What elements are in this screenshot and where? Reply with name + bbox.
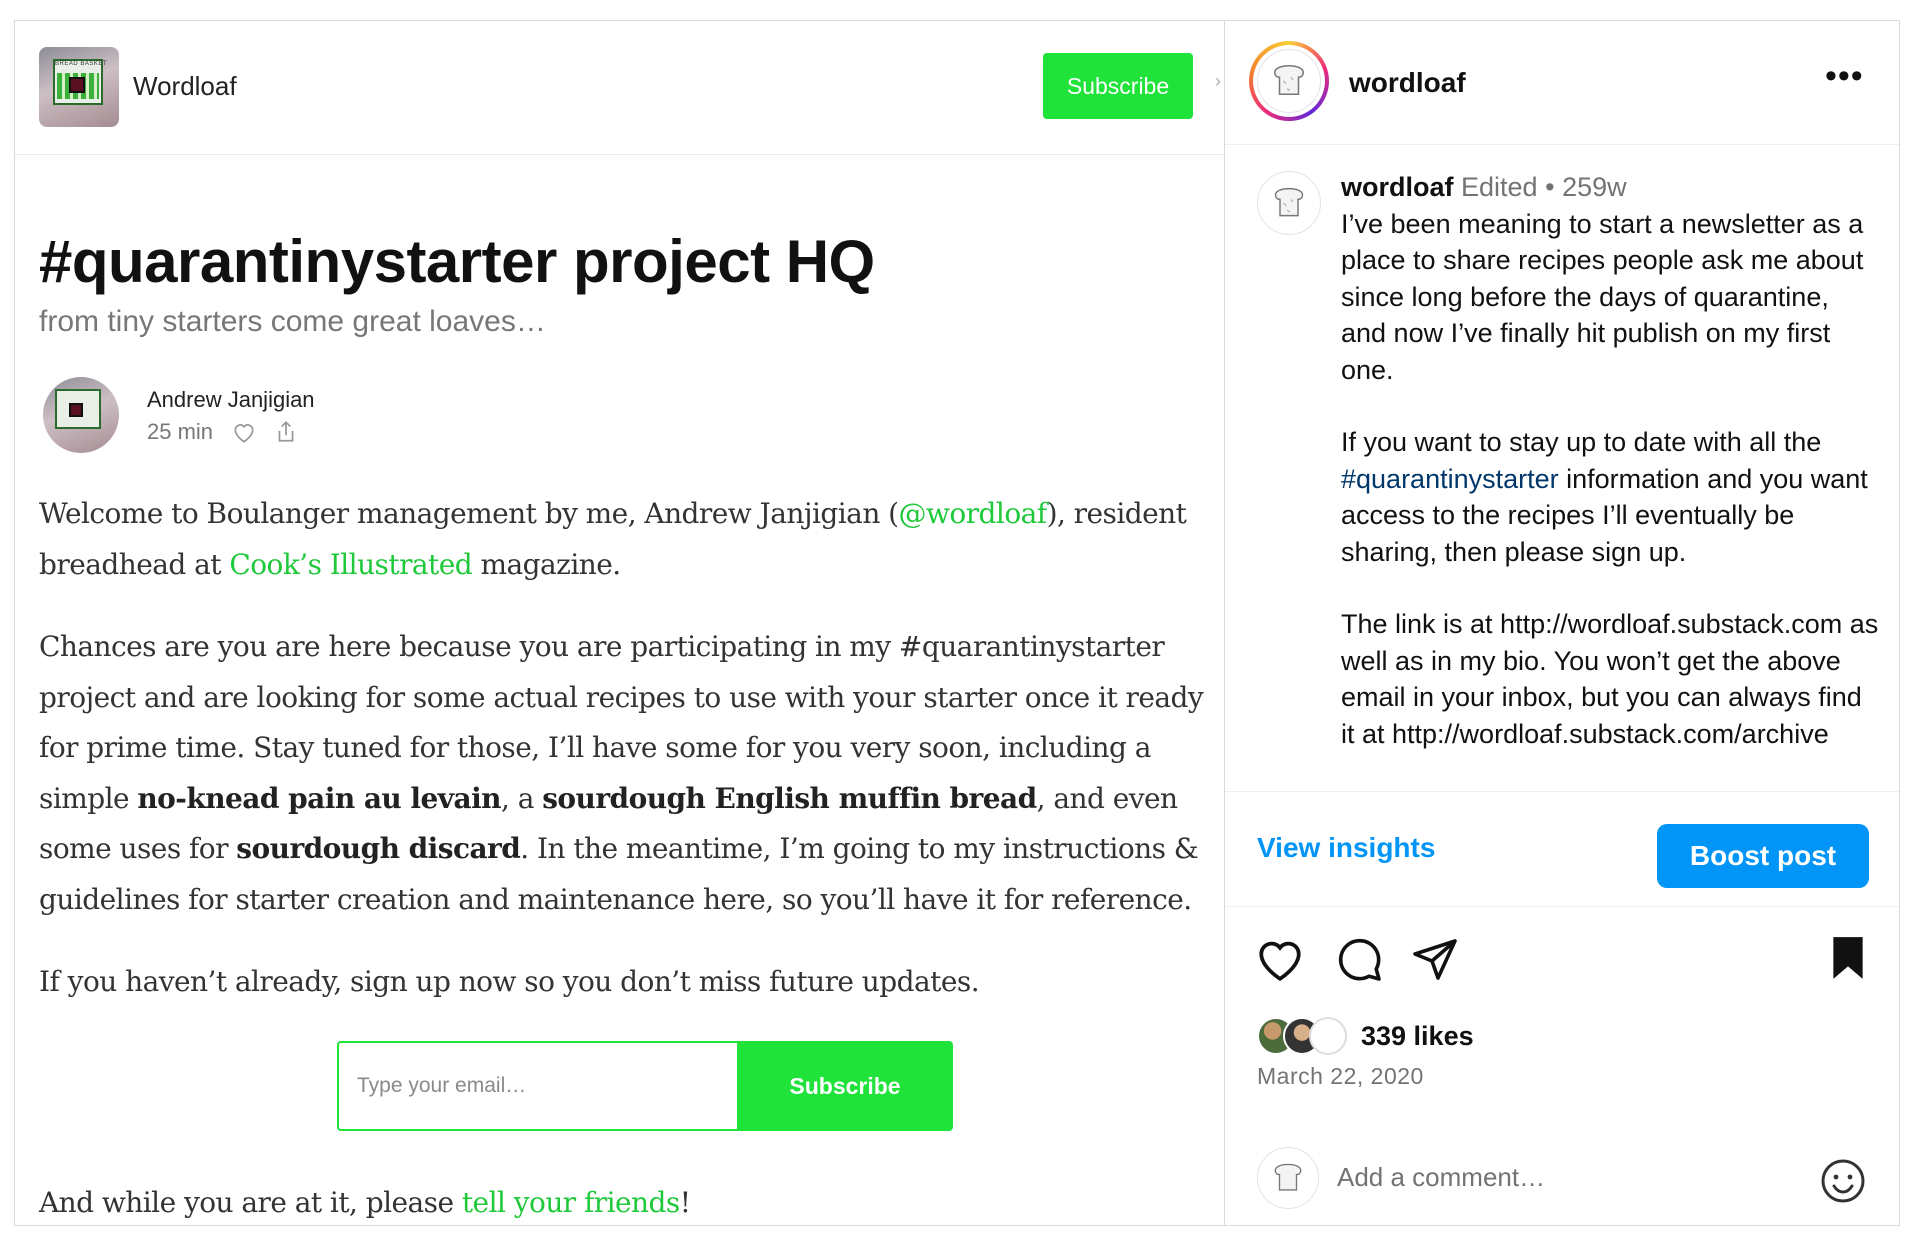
post-title: #quarantinystarter project HQ xyxy=(39,228,875,295)
post-caption xyxy=(1341,169,1881,752)
caption-paragraph: If you want to stay up to date with all the #quarantinystarter information and you want access to the recipes I’ll eventually be sharing, then please sign up. xyxy=(1341,427,1868,567)
email-input[interactable] xyxy=(337,1041,737,1131)
publication-logo[interactable] xyxy=(39,47,119,127)
share-icon[interactable] xyxy=(1411,935,1459,983)
like-heart-icon[interactable] xyxy=(231,420,257,444)
profile-avatar[interactable] xyxy=(1249,41,1329,121)
publication-name[interactable]: Wordloaf xyxy=(133,71,237,101)
post-age[interactable]: 259w xyxy=(1562,172,1627,202)
substack-header xyxy=(15,21,1224,155)
share-icon[interactable] xyxy=(275,420,297,444)
caption-paragraph: The link is at http://wordloaf.substack.com as well as in my bio. You won’t get the above email in your inbox, but you can always find it at http://wordloaf.substack.com/archive xyxy=(1341,609,1879,749)
header-subscribe-button[interactable]: Subscribe xyxy=(1043,53,1193,119)
comment-icon[interactable] xyxy=(1335,935,1383,983)
post-date: March 22, 2020 xyxy=(1257,1063,1424,1089)
logo-caption: BREAD BASKET xyxy=(55,61,108,67)
profile-username[interactable]: wordloaf xyxy=(1349,67,1466,98)
comment-bar xyxy=(1225,1121,1899,1225)
toast-icon xyxy=(1271,185,1307,221)
emoji-icon[interactable] xyxy=(1819,1157,1867,1205)
instagram-post-panel xyxy=(1224,20,1900,1226)
insights-bar xyxy=(1225,791,1899,907)
caption-username[interactable]: wordloaf xyxy=(1341,172,1454,202)
wordloaf-mention-link[interactable]: @wordloaf xyxy=(898,497,1047,530)
cooks-illustrated-link[interactable]: Cook’s Illustrated xyxy=(229,547,473,581)
separator: • xyxy=(1545,172,1555,202)
body-paragraph: Chances are you are here because you are participating in my #quarantinystarter project and are looking for some actual recipes to use with your starter once it ready for prime time. Stay tuned for those, I’ll have some for you very soon, including a simple no-knead pain au levain, a sourdough English muffin bread, and even some uses for sourdough discard. In the meantime, I’m going to my instructions & guidelines for starter creation and maintenance here, so you’ll have it for reference. xyxy=(39,630,1204,916)
tell-your-friends-link[interactable]: tell your friends xyxy=(461,1186,680,1219)
liker-avatar xyxy=(1309,1017,1347,1055)
toast-icon xyxy=(1270,62,1308,100)
subscribe-form xyxy=(337,1041,953,1131)
body-paragraph: If you haven’t already, sign up now so you don’t miss future updates. xyxy=(39,965,980,998)
post-subtitle: from tiny starters come great loaves… xyxy=(39,305,546,338)
edited-label: Edited xyxy=(1461,172,1538,202)
heart-icon[interactable] xyxy=(1255,935,1305,983)
author-name[interactable]: Andrew Janjigian xyxy=(147,387,315,412)
form-subscribe-button[interactable]: Subscribe xyxy=(737,1041,953,1131)
comment-input[interactable] xyxy=(1337,1155,1777,1199)
boost-post-button[interactable]: Boost post xyxy=(1657,824,1869,888)
instagram-header xyxy=(1225,21,1899,145)
post-meta xyxy=(147,419,297,445)
more-icon[interactable]: ••• xyxy=(1825,57,1864,95)
hashtag-link[interactable]: #quarantinystarter xyxy=(1341,463,1559,494)
read-time: 25 min xyxy=(147,419,214,444)
caption-paragraph: I’ve been meaning to start a newsletter as a place to share recipes people ask me about since long before the days of quarantine, and now I’ve finally hit publish on my first one. xyxy=(1341,208,1864,385)
closing-paragraph: And while you are at it, please tell your friends! xyxy=(39,1186,691,1219)
toast-icon xyxy=(1271,1161,1305,1195)
post-body xyxy=(39,489,1224,1040)
author-avatar[interactable] xyxy=(43,377,119,453)
chevron-right-icon: › xyxy=(1215,71,1221,91)
caption-avatar[interactable] xyxy=(1257,171,1321,235)
likes-count[interactable]: 339 likes xyxy=(1361,1020,1474,1051)
body-paragraph: Welcome to Boulanger management by me, Andrew Janjigian (@wordloaf), resident breadhead at Cook’s Illustrated magazine. xyxy=(39,497,1187,581)
commenter-avatar xyxy=(1257,1147,1319,1209)
action-icons xyxy=(1225,935,1899,995)
view-insights-link[interactable]: View insights xyxy=(1257,832,1436,863)
likes-row xyxy=(1257,1017,1474,1055)
bookmark-icon[interactable] xyxy=(1827,935,1869,981)
substack-post-panel xyxy=(14,20,1224,1226)
